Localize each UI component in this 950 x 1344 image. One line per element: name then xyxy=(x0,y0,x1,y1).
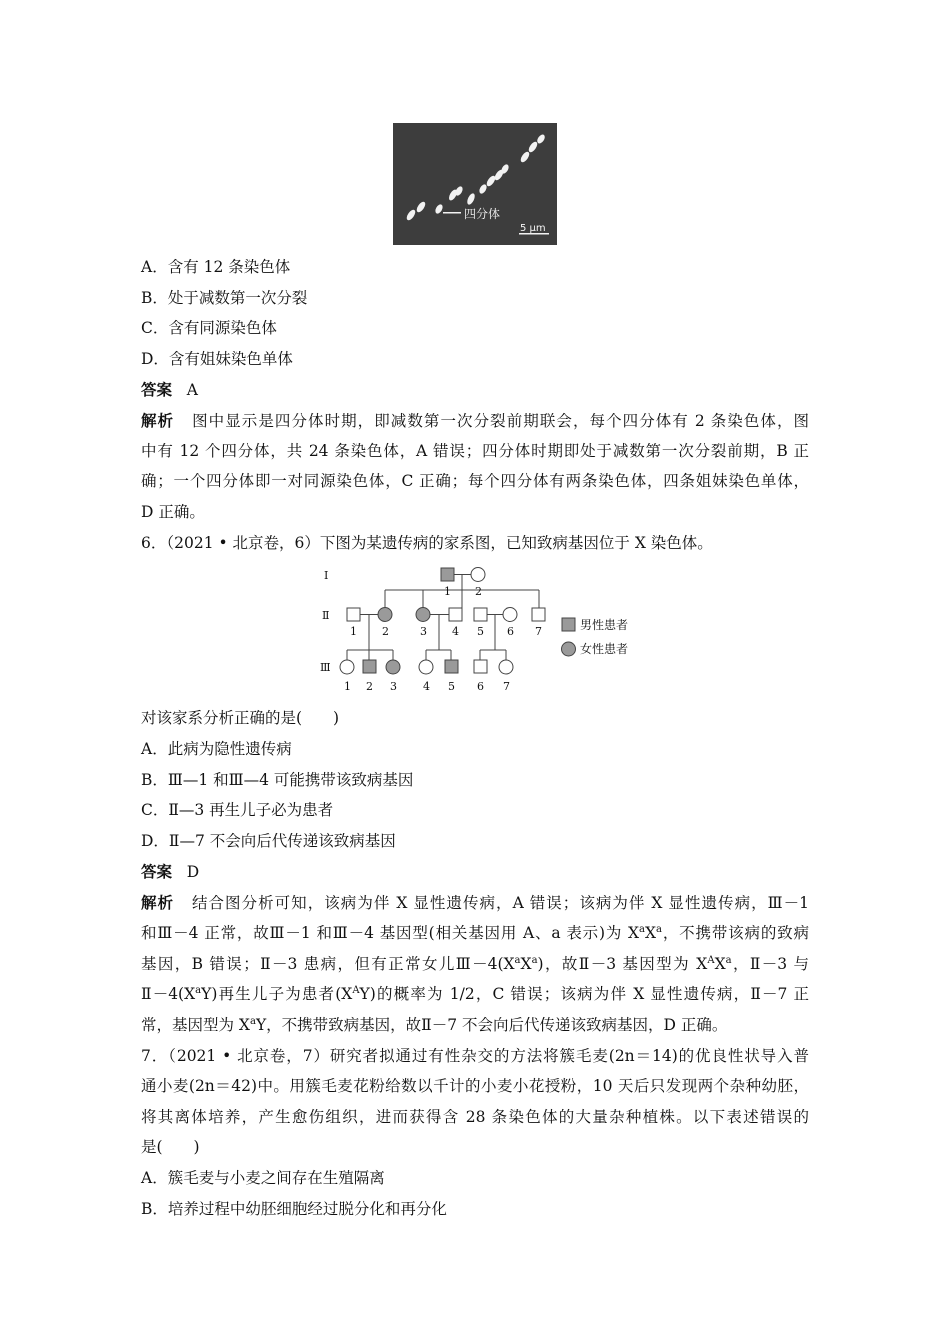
q5-analysis-line-2: 中有 12 个四分体，共 24 条染色体，A 错误；四分体时期即处于减数第一次分裂前期，B 正 xyxy=(141,442,809,460)
q5-analysis-line-3: 确；一个四分体即一对同源染色体，C 正确；每个四分体有两条染色体，四条姐妹染色单体， xyxy=(141,472,809,490)
g2-num: 1 xyxy=(350,625,357,638)
q5-option-b: B．处于减数第一次分裂 xyxy=(141,289,308,307)
pedigree-chart xyxy=(310,560,650,700)
gen-label-1: Ⅰ xyxy=(324,569,329,582)
q7-stem-line-2: 通小麦(2n＝42)中。用簇毛麦花粉给数以千计的小麦小花授粉，10 天后只发现两个杂种幼胚， xyxy=(141,1077,809,1095)
q6-analysis-line-1: 解析 结合图分析可知，该病为伴 X 显性遗传病，A 错误；该病为伴 X 显性遗传病，Ⅲ－1 xyxy=(141,893,809,912)
q6-analysis-line-2: 和Ⅲ－4 正常，故Ⅲ－1 和Ⅲ－4 基因型(相关基因用 A、a 表示)为 $X^aX^a$，不携带该病的致病 xyxy=(141,923,809,942)
g3-num: 4 xyxy=(423,680,430,693)
g2-num: 7 xyxy=(535,625,542,638)
g2-num: 2 xyxy=(382,625,389,638)
g1-num: 1 xyxy=(444,585,451,598)
g3-num: 5 xyxy=(448,680,455,693)
q6-option-c: C．Ⅱ—3 再生儿子必为患者 xyxy=(141,801,334,819)
q6-analysis-line-5: 常，基因型为 $X^aY$，不携带致病基因，故Ⅱ－7 不会向后代传递该致病基因，D 正确。 xyxy=(141,1015,728,1034)
legend-female: 女性患者 xyxy=(580,642,629,656)
q6-stem: 6．（2021 • 北京卷，6）下图为某遗传病的家系图，已知致病基因位于 X 染色体。 xyxy=(141,534,713,552)
q5-analysis-line-1: 解析 图中显示是四分体时期，即减数第一次分裂前期联会，每个四分体有 2 条染色体，图 xyxy=(141,411,810,430)
q5-analysis-line-4: D 正确。 xyxy=(141,503,205,521)
g2-num: 6 xyxy=(507,625,514,638)
q7-option-a: A．簇毛麦与小麦之间存在生殖隔离 xyxy=(141,1169,385,1187)
g3-num: 3 xyxy=(390,680,397,693)
q7-option-b: B．培养过程中幼胚细胞经过脱分化和再分化 xyxy=(141,1200,447,1218)
g3-num: 1 xyxy=(344,680,351,693)
tetrad-label: 四分体 xyxy=(464,207,501,221)
g3-num: 7 xyxy=(503,680,510,693)
q6-analysis-line-3: 基因，B 错误；Ⅱ－3 患病，但有正常女儿$Ⅲ-4(X^aX^a)$，故Ⅱ－3 基因型为 $X^AX^a$，Ⅱ－3 与 xyxy=(141,954,809,973)
g2-num: 3 xyxy=(420,625,427,638)
q5-option-c: C．含有同源染色体 xyxy=(141,319,277,337)
legend-male: 男性患者 xyxy=(580,618,629,632)
micrograph-image xyxy=(393,123,557,245)
answer-label: 答案 xyxy=(141,380,173,399)
answer-value: D xyxy=(186,863,200,881)
pedigree-svg xyxy=(310,560,650,700)
answer-value: A xyxy=(186,381,198,399)
analysis-label: 解析 xyxy=(141,411,175,430)
q7-stem-line-4: 是( ) xyxy=(141,1138,200,1156)
q6-question: 对该家系分析正确的是( ) xyxy=(141,709,340,727)
q6-option-d: D．Ⅱ—7 不会向后代传递该致病基因 xyxy=(141,832,396,850)
scale-bar-label: 5 μm xyxy=(520,223,546,234)
q5-answer xyxy=(141,380,198,400)
q6-option-a: A．此病为隐性遗传病 xyxy=(141,740,292,758)
q6-option-b: B．Ⅲ—1 和Ⅲ—4 可能携带该致病基因 xyxy=(141,771,414,789)
q7-stem-line-1: 7．（2021 • 北京卷，7）研究者拟通过有性杂交的方法将簇毛麦(2n＝14)的优良性状导入普 xyxy=(141,1047,809,1065)
g2-num: 5 xyxy=(477,625,484,638)
q6-answer xyxy=(141,862,199,882)
q6-analysis-line-4: $Ⅱ-4(X^aY)$再生儿子为患者$(X^AY)$的概率为 1/2，C 错误；该病为伴 X 显性遗传病，Ⅱ－7 正 xyxy=(141,984,809,1003)
g3-num: 2 xyxy=(366,680,373,693)
gen-label-2: Ⅱ xyxy=(322,609,330,622)
q7-stem-line-3: 将其离体培养，产生愈伤组织，进而获得含 28 条染色体的大量杂种植株。以下表述错误的 xyxy=(141,1108,809,1126)
analysis-label: 解析 xyxy=(141,893,175,912)
g1-num: 2 xyxy=(475,585,482,598)
tetrad-micrograph xyxy=(393,123,557,245)
answer-label: 答案 xyxy=(141,862,173,881)
g2-num: 4 xyxy=(452,625,459,638)
q5-option-a: A．含有 12 条染色体 xyxy=(141,258,291,276)
gen-label-3: Ⅲ xyxy=(320,661,331,674)
g3-num: 6 xyxy=(477,680,484,693)
q5-option-d: D．含有姐妹染色单体 xyxy=(141,350,293,368)
